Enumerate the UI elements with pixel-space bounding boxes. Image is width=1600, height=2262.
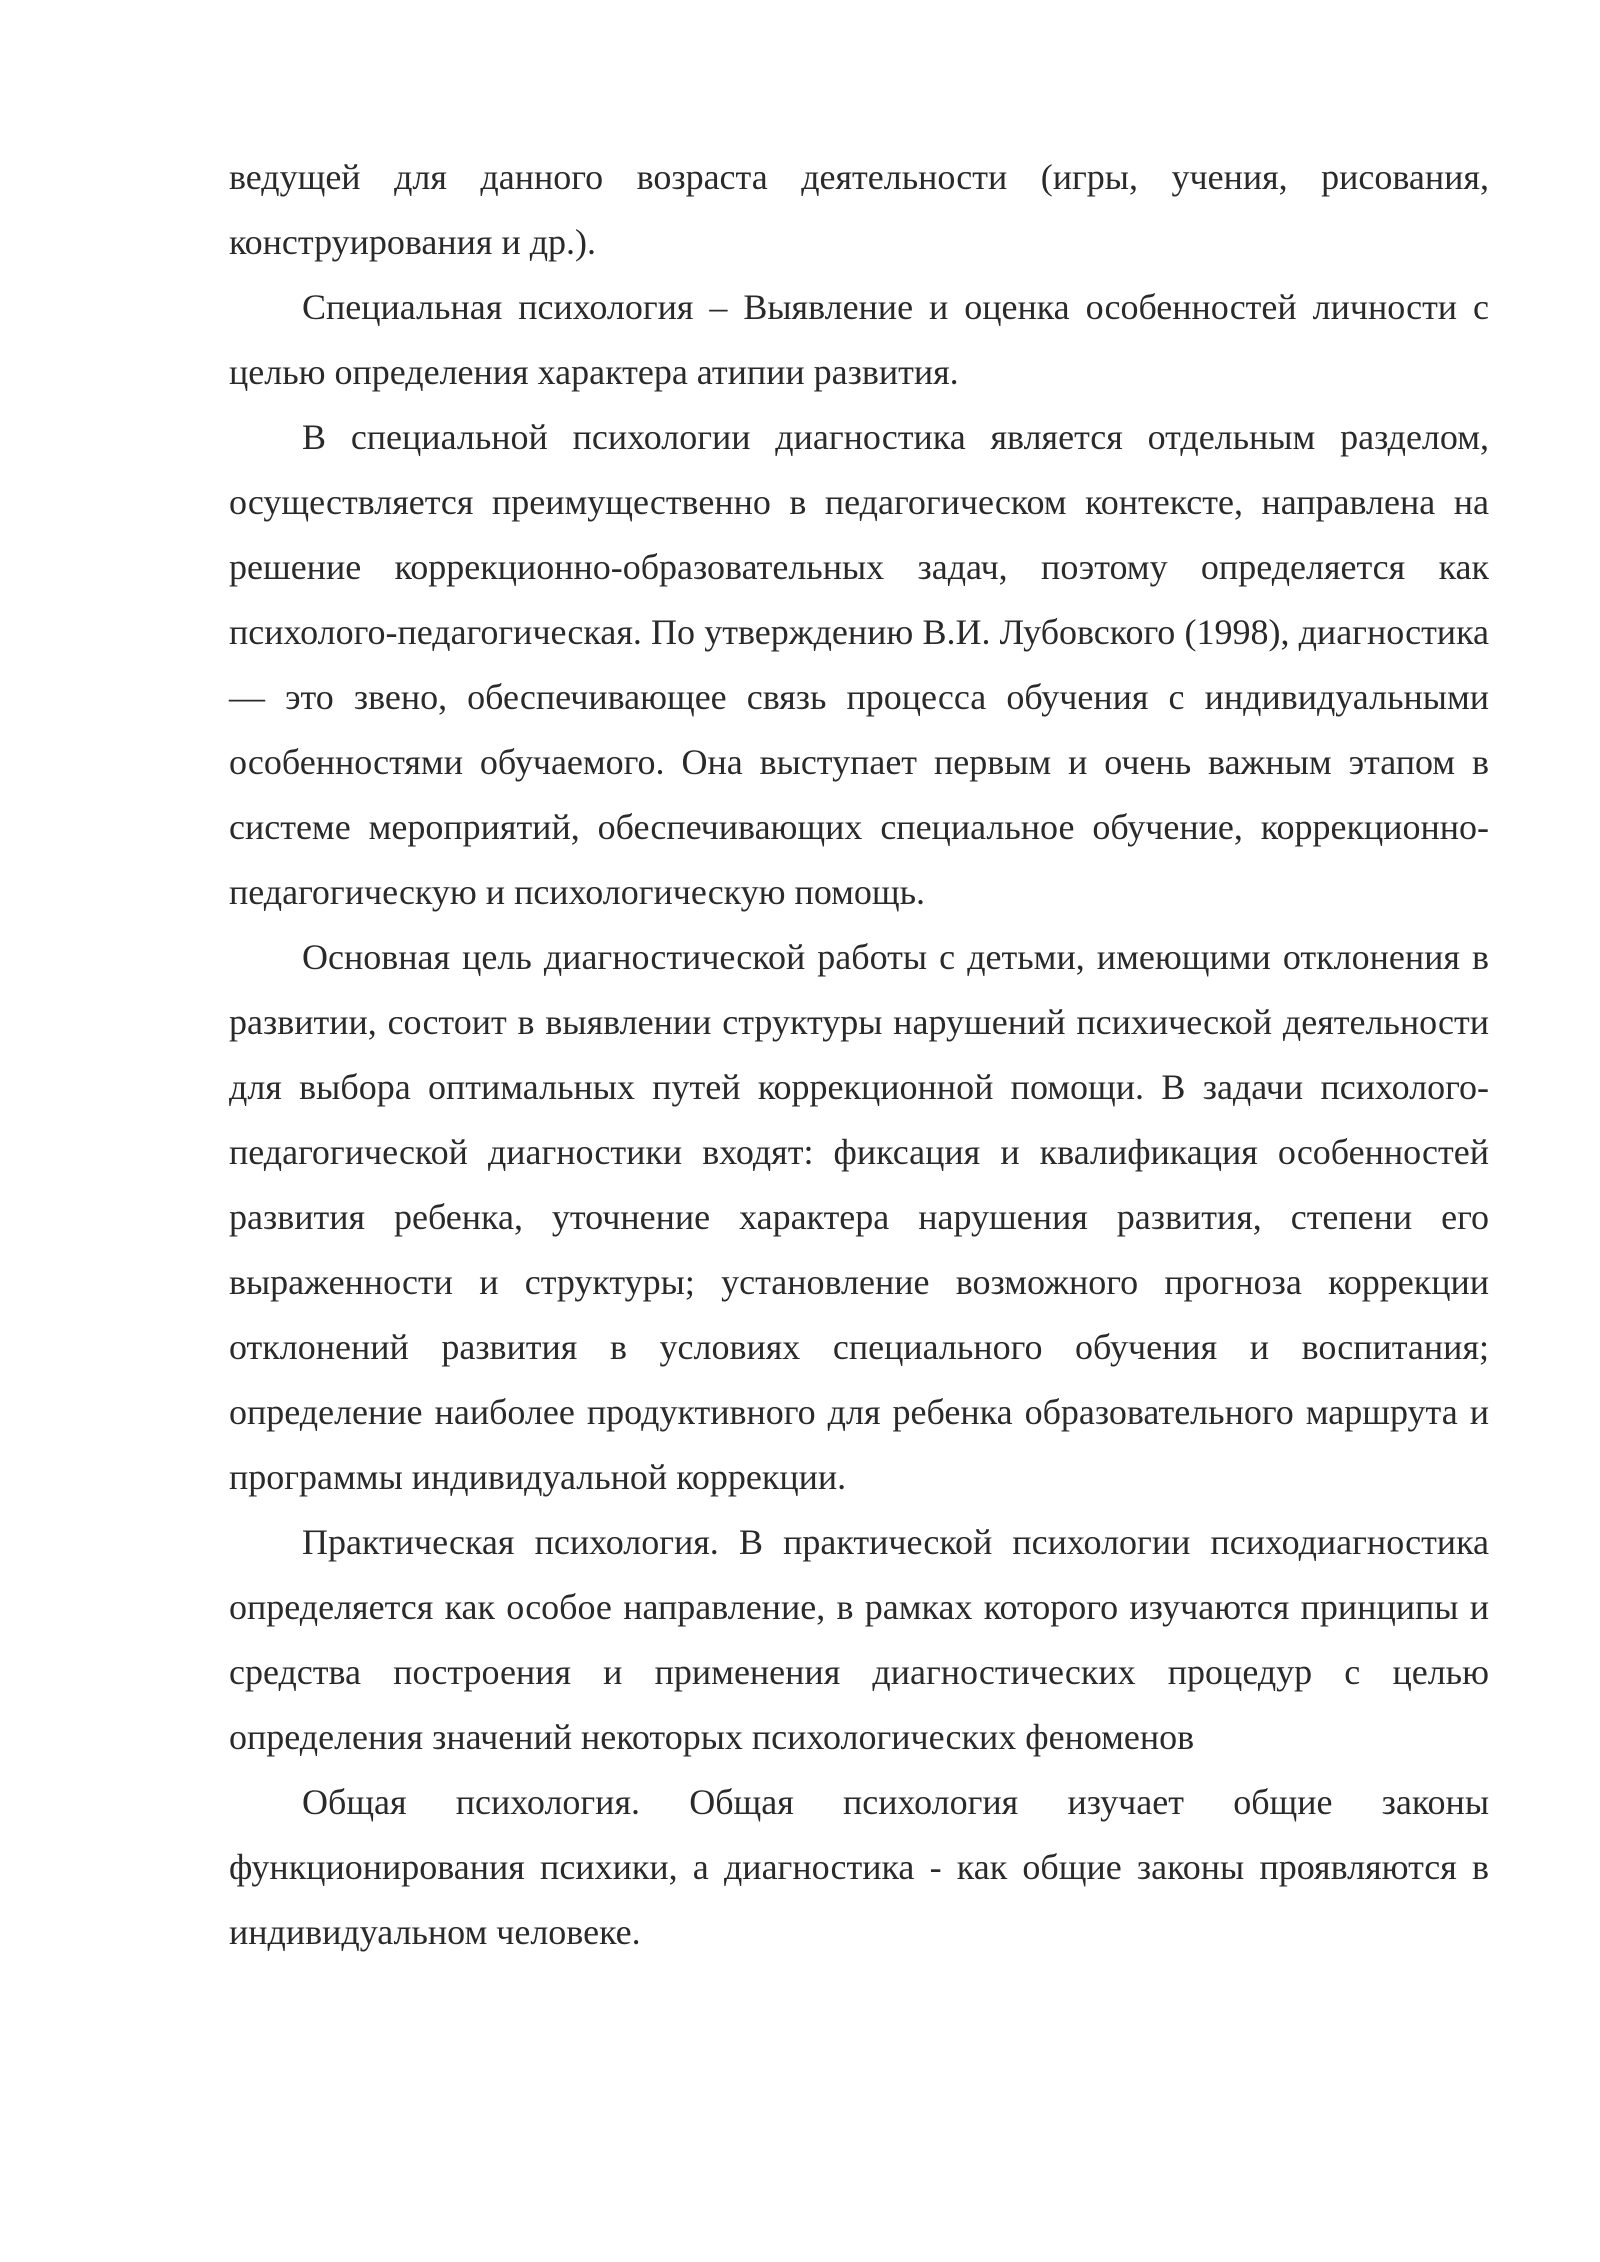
paragraph-continued: ведущей для данного возраста деятельности (игры, учения, рисования, конструирования и др.). [229,157,1489,262]
paragraph-practical-psychology: Практическая психология. В практической психологии психодиагностика определяется как особое направление, в рамках которого изучаются принципы и средства построения и применения диагностических процедур с целью определения значений некоторых психологических феноменов [229,1522,1489,1757]
paragraph-special-psychology-diagnostics: В специальной психологии диагностика является отдельным разделом, осуществляется преимущественно в педагогическом контексте, направлена на решение коррекционно-образовательных задач, поэтому определяется как психолого-педагогическая. По утверждению В.И. Лубовского (1998), диагностика — это звено, обеспечивающее связь процесса обучения с индивидуальными особенностями обучаемого. Она выступает первым и очень важным этапом в системе мероприятий, обеспечивающих специальное обучение, коррекционно-педагогическую и психологическую помощь. [229,417,1489,912]
paragraph-diagnostic-goal: Основная цель диагностической работы с детьми, имеющими отклонения в развитии, состоит в выявлении структуры нарушений психической деятельности для выбора оптимальных путей коррекционной помощи. В задачи психолого-педагогической диагностики входят: фиксация и квалификация особенностей развития ребенка, уточнение характера нарушения развития, степени его выраженности и структуры; установление возможного прогноза коррекции отклонений развития в условиях специального обучения и воспитания; определение наиболее продуктивного для ребенка образовательного маршрута и программы индивидуальной коррекции. [229,937,1489,1497]
paragraph-special-psychology-definition: Специальная психология – Выявление и оценка особенностей личности с целью определения характера атипии развития. [229,287,1489,392]
document-body [229,145,1489,1965]
paragraph-general-psychology: Общая психология. Общая психология изучает общие законы функционирования психики, а диагностика - как общие законы проявляются в индивидуальном человеке. [229,1782,1489,1952]
